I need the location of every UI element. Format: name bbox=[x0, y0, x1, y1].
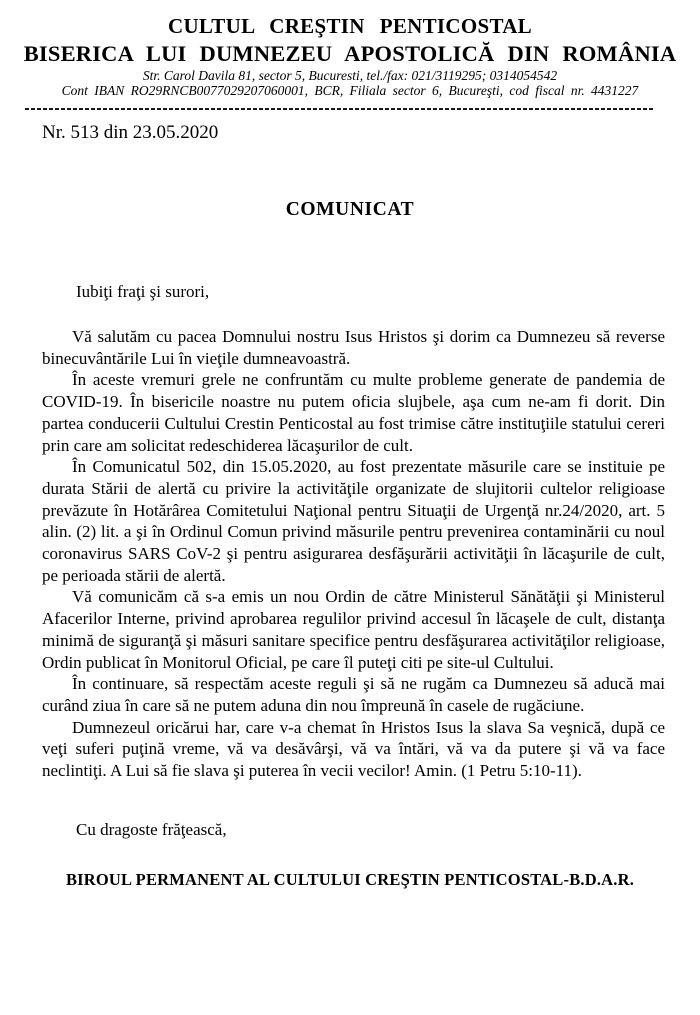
document-reference-number: Nr. 513 din 23.05.2020 bbox=[42, 122, 219, 143]
salutation: Iubiţi fraţi şi surori, bbox=[76, 282, 210, 301]
separator-dashed-line bbox=[25, 108, 655, 110]
body-paragraph: Vă salutăm cu pacea Domnului nostru Isus Hristos şi dorim ca Dumnezeu să reverse binecuvântările Lui în vieţile dumneavoastră. bbox=[42, 327, 665, 368]
organization-name-line1: CULTUL CREŞTIN PENTICOSTAL bbox=[168, 14, 532, 38]
document-title: COMUNICAT bbox=[285, 199, 415, 220]
closing-line: Cu dragoste frăţească, bbox=[76, 819, 227, 839]
letterhead-address: Str. Carol Davila 81, sector 5, Bucuresti, tel./fax: 021/3119295; 0314054542 bbox=[142, 68, 558, 83]
document-body bbox=[42, 326, 665, 782]
signature-line: BIROUL PERMANENT AL CULTULUI CREŞTIN PENTICOSTAL-B.D.A.R. bbox=[65, 869, 635, 889]
body-paragraph: În Comunicatul 502, din 15.05.2020, au fost prezentate măsurile care se instituie pe durata Stării de alertă cu privire la activităţile organizate de slujitorii cultelor religioase prevăzute în Hotărârea Comitetului Naţional pentru Situaţii de Urgenţă nr.24/2020, art. 5 alin. (2) lit. a şi în Ordinul Comun privind măsurile pentru prevenirea contaminării cu noul coronavirus SARS CoV-2 şi pentru asigurarea desfăşurării activităţii în lăcaşurile de cult, pe perioada stării de alertă. bbox=[42, 457, 665, 585]
organization-name-line2: BISERICA LUI DUMNEZEU APOSTOLICĂ DIN ROMÂNIA bbox=[23, 41, 677, 66]
letterhead-iban-fiscal: Cont IBAN RO29RNCB0077029207060001, BCR, Filiala sector 6, Bucureşti, cod fiscal nr. 4431227 bbox=[61, 83, 639, 98]
body-paragraph: Dumnezeul oricărui har, care v-a chemat în Hristos Isus la slava Sa veşnică, după ce veţi suferi puţină vreme, vă va desăvârşi, vă va întări, vă va da putere şi vă va face neclintiţi. A Lui să fie slava şi puterea în vecii vecilor! Amin. (1 Petru 5:10-11). bbox=[42, 717, 665, 781]
letterhead bbox=[0, 12, 700, 98]
body-paragraph: Vă comunicăm că s-a emis un nou Ordin de către Ministerul Sănătăţii şi Ministerul Afacerilor Interne, privind aprobarea regulilor privind accesul în lăcaşele de cult, distanţa minimă de siguranţă şi măsuri sanitare specifice pentru desfăşurarea activităţilor religioase, Ordin publicat în Monitorul Oficial, pe care îl puteţi citi pe site-ul Cultului. bbox=[42, 587, 665, 672]
body-paragraph: În aceste vremuri grele ne confruntăm cu multe probleme generate de pandemia de COVID-19. În bisericile noastre nu putem oficia slujbele, aşa cum ne-am fi dorit. Din partea conducerii Cultului Crestin Penticostal au fost trimise către instituţiile statului cereri prin care am solicitat redeschiderea lăcaşurilor de cult. bbox=[42, 370, 665, 455]
body-paragraph: În continuare, să respectăm aceste reguli şi să ne rugăm ca Dumnezeu să aducă mai curând ziua în care să ne putem aduna din nou împreună în casele de rugăciune. bbox=[42, 674, 665, 715]
